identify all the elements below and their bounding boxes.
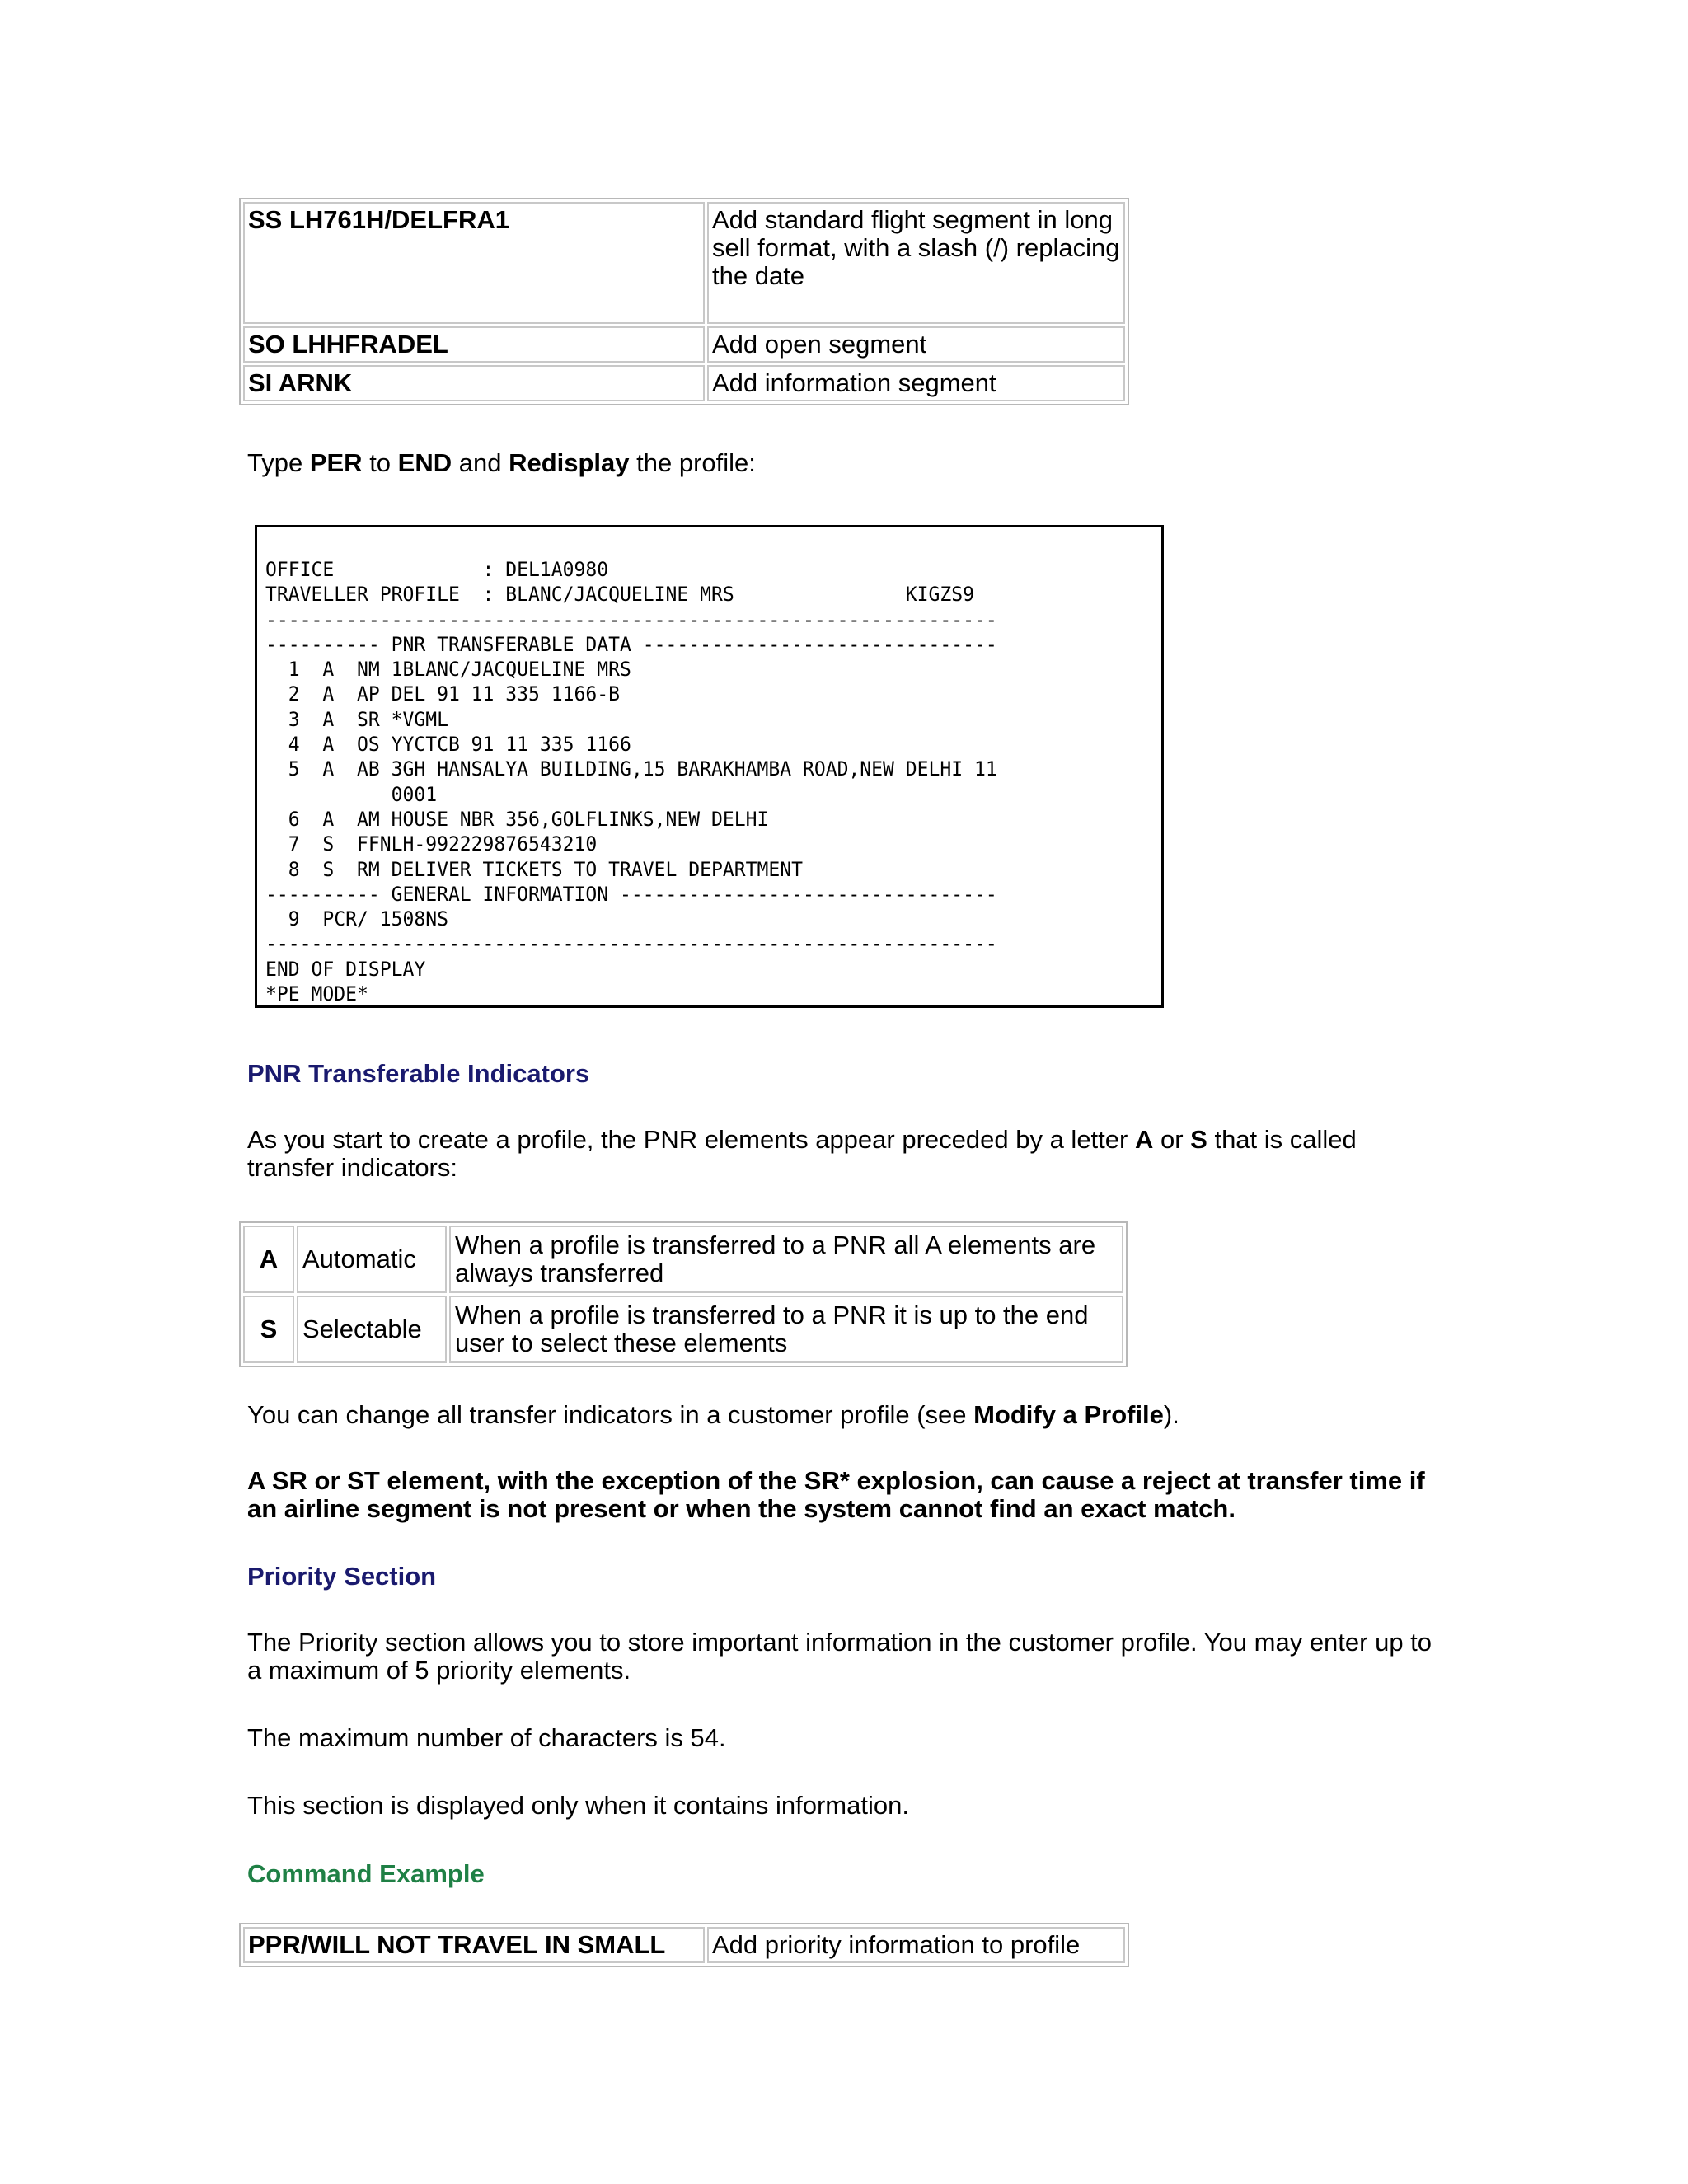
terminal-text bbox=[265, 557, 997, 1006]
terminal-line: 2 A AP DEL 91 11 335 1166-B bbox=[265, 682, 621, 706]
table-row bbox=[243, 326, 1125, 363]
terminal-line: 6 A AM HOUSE NBR 356,GOLFLINKS,NEW DELHI bbox=[265, 807, 769, 831]
terminal-line: 0001 bbox=[265, 782, 438, 806]
terminal-line: TRAVELLER PROFILE : BLANC/JACQUELINE MRS KIGZS9 bbox=[265, 583, 975, 607]
terminal-line: 3 A SR *VGML bbox=[265, 707, 448, 731]
description-cell: Add information segment bbox=[707, 365, 1125, 401]
description-cell: Add standard flight segment in long sell format, with a slash (/) replacing the date bbox=[707, 202, 1125, 324]
terminal-display bbox=[255, 525, 1164, 1008]
warning-paragraph: A SR or ST element, with the exception of the SR* explosion, can cause a reject at transfer time if an airline segment is not present or when the system cannot find an exact match. bbox=[247, 1466, 1425, 1523]
terminal-line: ---------------------------------------------------------------- bbox=[265, 607, 997, 631]
terminal-line: *PE MODE* bbox=[265, 982, 368, 1006]
terminal-line: END OF DISPLAY bbox=[265, 957, 426, 981]
priority-paragraph-3: This section is displayed only when it contains information. bbox=[247, 1791, 909, 1820]
terminal-line: 7 S FFNLH-992229876543210 bbox=[265, 832, 598, 856]
table-row bbox=[243, 1226, 1123, 1293]
terminal-line: ---------------------------------------------------------------- bbox=[265, 932, 997, 956]
terminal-line: 8 S RM DELIVER TICKETS TO TRAVEL DEPARTMENT bbox=[265, 857, 803, 881]
description-cell: Add priority information to profile bbox=[707, 1927, 1125, 1963]
instruction-text: Type PER to END and Redisplay the profile: bbox=[247, 448, 756, 477]
heading-priority-section: Priority Section bbox=[247, 1562, 437, 1591]
terminal-line: 1 A NM 1BLANC/JACQUELINE MRS bbox=[265, 658, 631, 682]
table-row bbox=[243, 365, 1125, 401]
indicator-name: Selectable bbox=[297, 1296, 447, 1363]
table-row bbox=[243, 202, 1125, 324]
description-cell: Add open segment bbox=[707, 326, 1125, 363]
terminal-line: ---------- GENERAL INFORMATION --------------------------------- bbox=[265, 882, 997, 906]
command-cell: SO LHHFRADEL bbox=[243, 326, 705, 363]
indicator-letter: A bbox=[243, 1226, 294, 1293]
terminal-line: 5 A AB 3GH HANSALYA BUILDING,15 BARAKHAMBA ROAD,NEW DELHI 11 bbox=[265, 757, 997, 781]
priority-command-table bbox=[239, 1923, 1129, 1967]
segment-command-table bbox=[239, 198, 1129, 405]
terminal-line: ---------- PNR TRANSFERABLE DATA ------------------------------- bbox=[265, 632, 997, 656]
table-row bbox=[243, 1296, 1123, 1363]
indicator-description: When a profile is transferred to a PNR it is up to the end user to select these elements bbox=[449, 1296, 1123, 1363]
table-row bbox=[243, 1927, 1125, 1963]
terminal-line: 4 A OS YYCTCB 91 11 335 1166 bbox=[265, 733, 631, 757]
heading-command-example: Command Example bbox=[247, 1859, 485, 1888]
command-cell: SI ARNK bbox=[243, 365, 705, 401]
indicator-description: When a profile is transferred to a PNR all A elements are always transferred bbox=[449, 1226, 1123, 1293]
command-cell: PPR/WILL NOT TRAVEL IN SMALL bbox=[243, 1927, 705, 1963]
indicator-name: Automatic bbox=[297, 1226, 447, 1293]
command-cell: SS LH761H/DELFRA1 bbox=[243, 202, 705, 324]
change-indicators-paragraph: You can change all transfer indicators in a customer profile (see Modify a Profile). bbox=[247, 1400, 1179, 1429]
priority-paragraph-1: The Priority section allows you to store important information in the customer profile. You may enter up to a maximum of 5 priority elements. bbox=[247, 1628, 1432, 1685]
transfer-indicator-table bbox=[239, 1221, 1128, 1367]
priority-paragraph-2: The maximum number of characters is 54. bbox=[247, 1723, 726, 1752]
terminal-line: 9 PCR/ 1508NS bbox=[265, 907, 448, 931]
terminal-line: OFFICE : DEL1A0980 bbox=[265, 558, 609, 581]
indicators-paragraph: As you start to create a profile, the PNR elements appear preceded by a letter A or S that is called transfer indicators: bbox=[247, 1125, 1357, 1182]
heading-pnr-transferable-indicators: PNR Transferable Indicators bbox=[247, 1059, 590, 1088]
indicator-letter: S bbox=[243, 1296, 294, 1363]
